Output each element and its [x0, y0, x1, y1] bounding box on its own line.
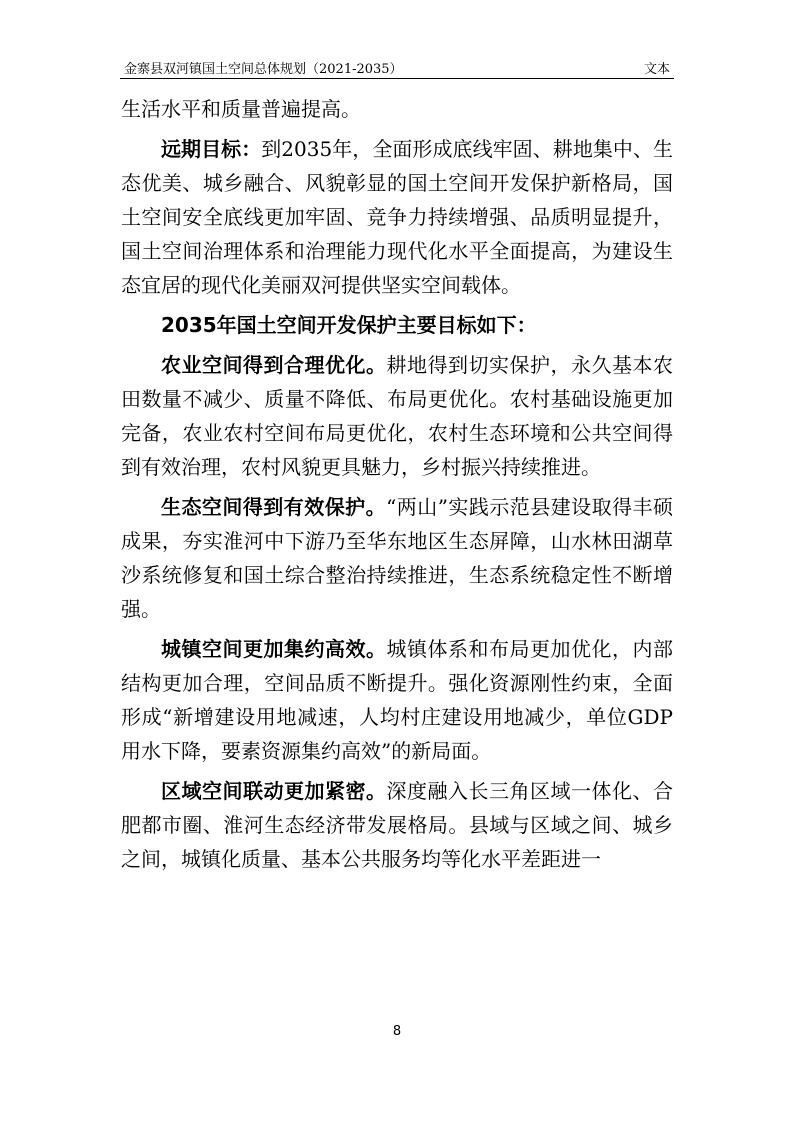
paragraph-text: 生活水平和质量普遍提高。: [121, 97, 361, 121]
paragraph-continued: [121, 92, 673, 126]
paragraph-text: 到2035年，全面形成底线牢固、耕地集中、生态优美、城乡融合、风貌彰显的国土空间开发保护新格局，国土空间安全底线更加牢固、竞争力持续增强、品质明显提升，国土空间治理体系和治理能力现代化水平全面提高，为建设生态宜居的现代化美丽双河提供坚实空间载体。: [121, 137, 674, 297]
header-title: 金寨县双河镇国土空间总体规划（2021-2035）: [124, 62, 403, 77]
paragraph-long-term-goal: [121, 132, 673, 302]
paragraph-ecology: [121, 490, 673, 626]
paragraph-text: 深度融入长三角区域一体化、合肥都市圈、淮河生态经济带发展格局。县域与区域之间、城乡之间，城镇化质量、基本公共服务均等化水平差距进一: [121, 779, 673, 871]
paragraph-lead: 区域空间联动更加紧密。: [161, 779, 387, 803]
paragraph-lead: 农业空间得到合理优化。: [161, 353, 387, 377]
paragraph-regional: [121, 774, 673, 876]
paragraph-urban: [121, 632, 673, 768]
paragraph-agriculture: [121, 348, 673, 484]
paragraph-text: “两山”实践示范县建设取得丰硕成果，夯实淮河中下游乃至华东地区生态屏障，山水林田湖草沙系统修复和国土综合整治持续推进，生态系统稳定性不断增强。: [121, 495, 674, 621]
page-header: [120, 56, 674, 79]
paragraph-text: 城镇体系和布局更加优化，内部结构更加合理，空间品质不断提升。强化资源刚性约束，全面形成“新增建设用地减速，人均村庄建设用地减少，单位GDP用水下降，要素资源集约高效”的新局面。: [121, 637, 673, 763]
paragraph-lead: 远期目标：: [161, 137, 262, 161]
paragraph-text: 耕地得到切实保护，永久基本农田数量不减少、质量不降低、布局更优化。农村基础设施更加完备，农业农村空间布局更优化，农村生态环境和公共空间得到有效治理，农村风貌更具魅力，乡村振兴持续推进。: [121, 353, 673, 479]
section-heading: [121, 308, 673, 342]
paragraph-lead: 生态空间得到有效保护。: [161, 495, 387, 519]
section-heading-text: 2035年国土空间开发保护主要目标如下：: [161, 313, 537, 337]
body-text: [121, 92, 673, 882]
paragraph-lead: 城镇空间更加集约高效。: [161, 637, 387, 661]
page-number: 8: [392, 1024, 402, 1039]
header-doc-type: 文本: [643, 62, 670, 77]
